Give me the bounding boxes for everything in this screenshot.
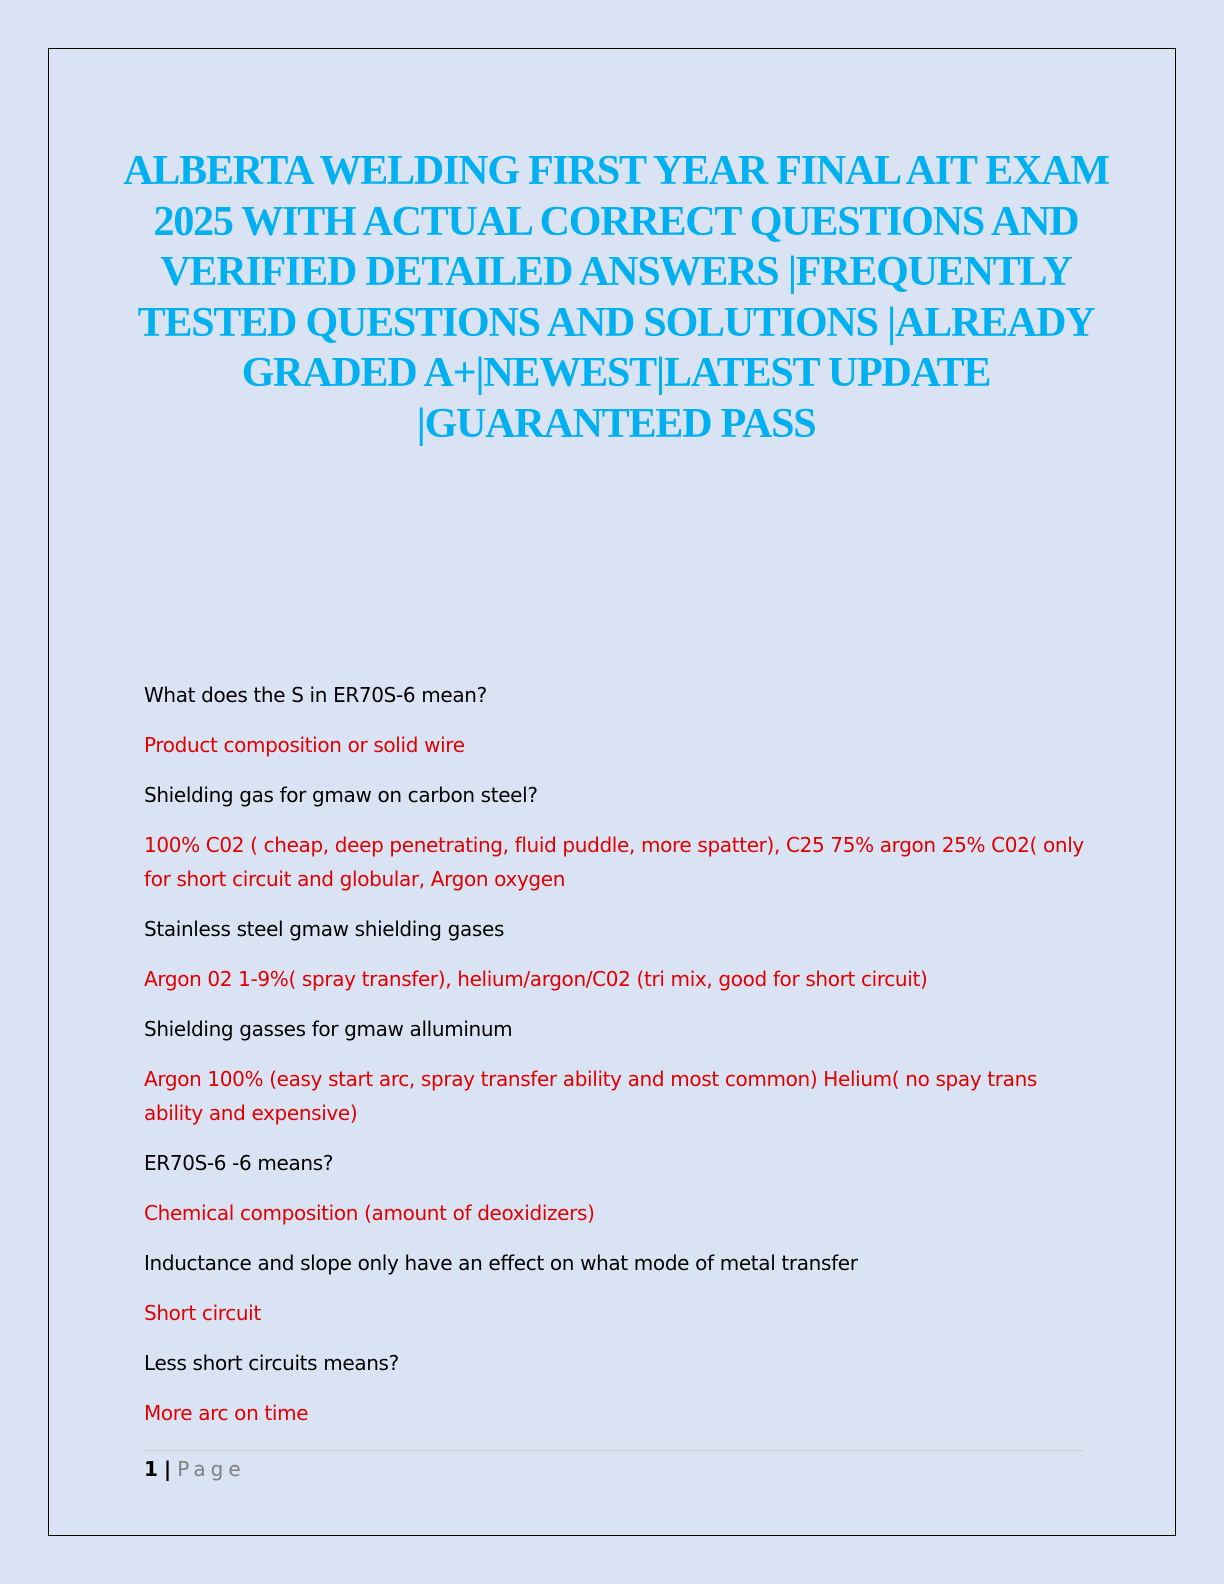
page-number: 1 (144, 1457, 158, 1481)
question-text: What does the S in ER70S-6 mean? (144, 683, 487, 707)
question-text: ER70S-6 -6 means? (144, 1151, 334, 1175)
answer-text: Chemical composition (amount of deoxidizers) (144, 1201, 595, 1225)
page-label: Page (177, 1457, 246, 1481)
question-text: Shielding gas for gmaw on carbon steel? (144, 783, 538, 807)
footer-separator: | (163, 1457, 172, 1481)
question-text: Shielding gasses for gmaw alluminum (144, 1017, 513, 1041)
page-footer (144, 1455, 246, 1483)
question-text: Inductance and slope only have an effect on what mode of metal transfer (144, 1251, 858, 1275)
answer-text: 100% C02 ( cheap, deep penetrating, fluid puddle, more spatter), C25 75% argon 25% C02( only for short circuit and globular, Argon oxygen (144, 833, 1084, 891)
answer-text: Argon 02 1-9%( spray transfer), helium/argon/C02 (tri mix, good for short circuit) (144, 967, 928, 991)
answer-text: More arc on time (144, 1401, 309, 1425)
question-text: Less short circuits means? (144, 1351, 399, 1375)
answer-text: Product composition or solid wire (144, 733, 465, 757)
qa-list (144, 678, 1084, 1446)
answer-text: Argon 100% (easy start arc, spray transfer ability and most common) Helium( no spay trans ability and expensive) (144, 1067, 1037, 1125)
question-text: Stainless steel gmaw shielding gases (144, 917, 505, 941)
answer-text: Short circuit (144, 1301, 261, 1325)
document-title: ALBERTA WELDING FIRST YEAR FINAL AIT EXAM 2025 WITH ACTUAL CORRECT QUESTIONS AND VERIFIED DETAILED ANSWERS |FREQUENTLY TESTED QUESTIONS AND SOLUTIONS |ALREADY GRADED A+|NEWEST|LATEST UPDATE |GUARANTEED PASS (123, 148, 1109, 447)
footer-divider (144, 1450, 1084, 1451)
